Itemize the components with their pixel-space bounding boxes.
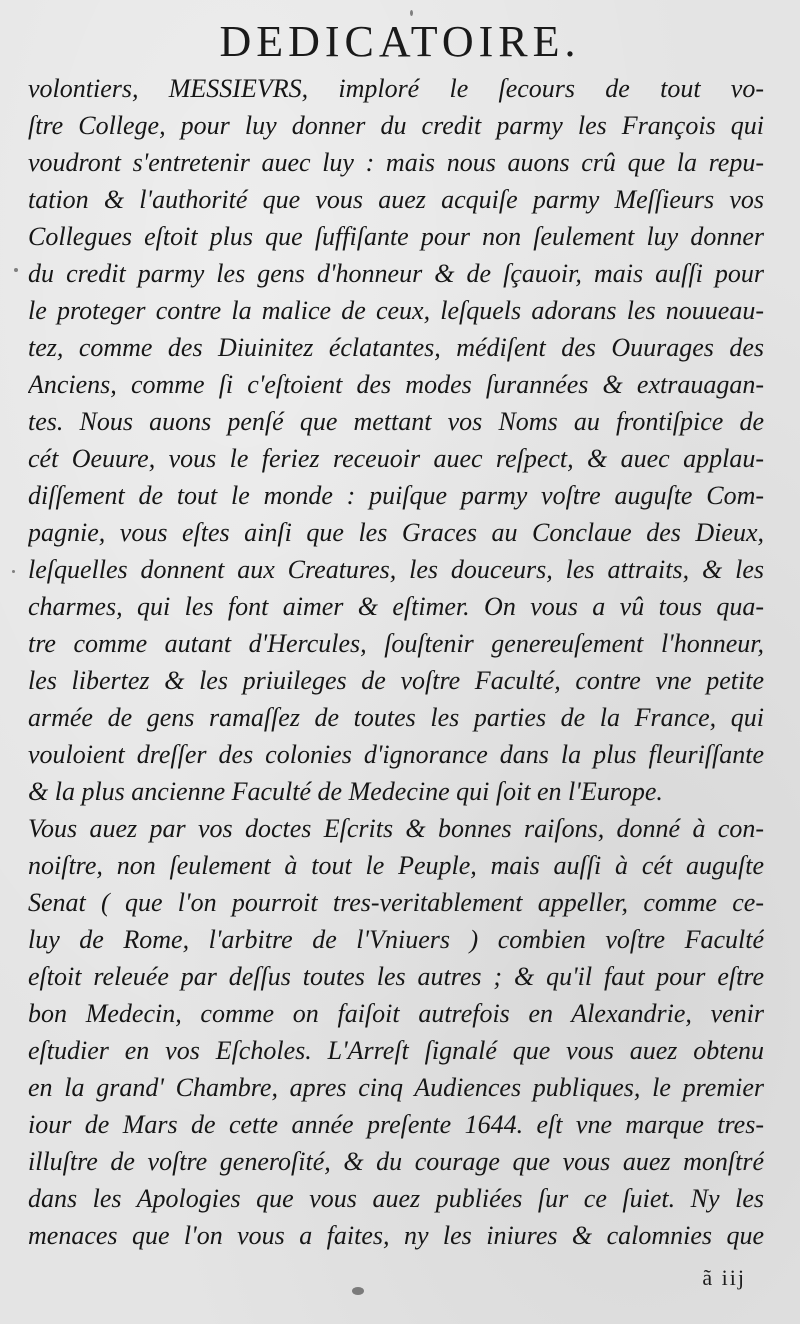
text-line: en la grand' Chambre, apres cinq Audiences publiques, le premier [28, 1073, 764, 1102]
text-line: pagnie, vous eſtes ainſi que les Graces au Conclaue des Dieux, [28, 518, 764, 547]
text-line: Vous auez par vos doctes Eſcrits & bonnes raiſons, donné à con- [28, 814, 764, 843]
text-line: Anciens, comme ſi c'eſtoient des modes ſurannées & extrauagan- [28, 370, 764, 399]
text-line: diſſement de tout le monde : puiſque parmy voſtre auguſte Com- [28, 481, 764, 510]
signature-mark: ã iij [702, 1265, 746, 1290]
text-line: luy de Rome, l'arbitre de l'Vniuers ) combien voſtre Faculté [28, 925, 764, 954]
text-line: tre comme autant d'Hercules, ſouſtenir genereuſement l'honneur, [28, 629, 764, 658]
text-line: du credit parmy les gens d'honneur & de ſçauoir, mais auſſi pour [28, 259, 764, 288]
ink-speck [352, 1287, 364, 1295]
text-line: charmes, qui les font aimer & eſtimer. On vous a vû tous qua- [28, 592, 764, 621]
text-line: noiſtre, non ſeulement à tout le Peuple, mais auſſi à cét auguſte [28, 851, 764, 880]
ink-speck [14, 268, 18, 272]
text-line: Senat ( que l'on pourroit tres-veritablement appeller, comme ce- [28, 888, 764, 917]
text-line: illuſtre de voſtre generoſité, & du courage que vous auez monſtré [28, 1147, 764, 1176]
text-line: tation & l'authorité que vous auez acquiſe parmy Meſſieurs vos [28, 185, 764, 214]
text-line: bon Medecin, comme on faiſoit autrefois en Alexandrie, venir [28, 999, 764, 1028]
text-line: les libertez & les priuileges de voſtre Faculté, contre vne petite [28, 666, 764, 695]
text-line: ſtre College, pour luy donner du credit parmy les François qui [28, 111, 764, 140]
text-line: armée de gens ramaſſez de toutes les parties de la France, qui [28, 703, 764, 732]
text-line: iour de Mars de cette année preſente 1644. eſt vne marque tres- [28, 1110, 764, 1139]
body-text [28, 70, 764, 1254]
text-line: voudront s'entretenir auec luy : mais nous auons crû que la repu- [28, 148, 764, 177]
ink-speck [410, 10, 413, 16]
text-line: tez, comme des Diuinitez éclatantes, médiſent des Ouurages des [28, 333, 764, 362]
text-line: vouloient dreſſer des colonies d'ignorance dans la plus fleuriſſante [28, 740, 764, 769]
text-line: & la plus ancienne Faculté de Medecine qui ſoit en l'Europe. [28, 777, 663, 806]
text-line: dans les Apologies que vous auez publiées ſur ce ſuiet. Ny les [28, 1184, 764, 1213]
text-line: cét Oeuure, vous le feriez receuoir auec reſpect, & auec applau- [28, 444, 764, 473]
running-head: DEDICATOIRE. [219, 17, 581, 66]
text-line: le proteger contre la malice de ceux, leſquels adorans les nouueau- [28, 296, 764, 325]
text-line: menaces que l'on vous a faites, ny les iniures & calomnies que [28, 1221, 764, 1250]
text-line: leſquelles donnent aux Creatures, les douceurs, les attraits, & les [28, 555, 764, 584]
text-line: Collegues eſtoit plus que ſuffiſante pour non ſeulement luy donner [28, 222, 764, 251]
text-line: volontiers, MESSIEVRS, imploré le ſecours de tout vo- [28, 74, 764, 103]
text-line: tes. Nous auons penſé que mettant vos Noms au frontiſpice de [28, 407, 764, 436]
ink-speck [12, 570, 15, 573]
text-line: eſtoit releuée par deſſus toutes les autres ; & qu'il faut pour eſtre [28, 962, 764, 991]
text-line: eſtudier en vos Eſcholes. L'Arreſt ſignalé que vous auez obtenu [28, 1036, 764, 1065]
